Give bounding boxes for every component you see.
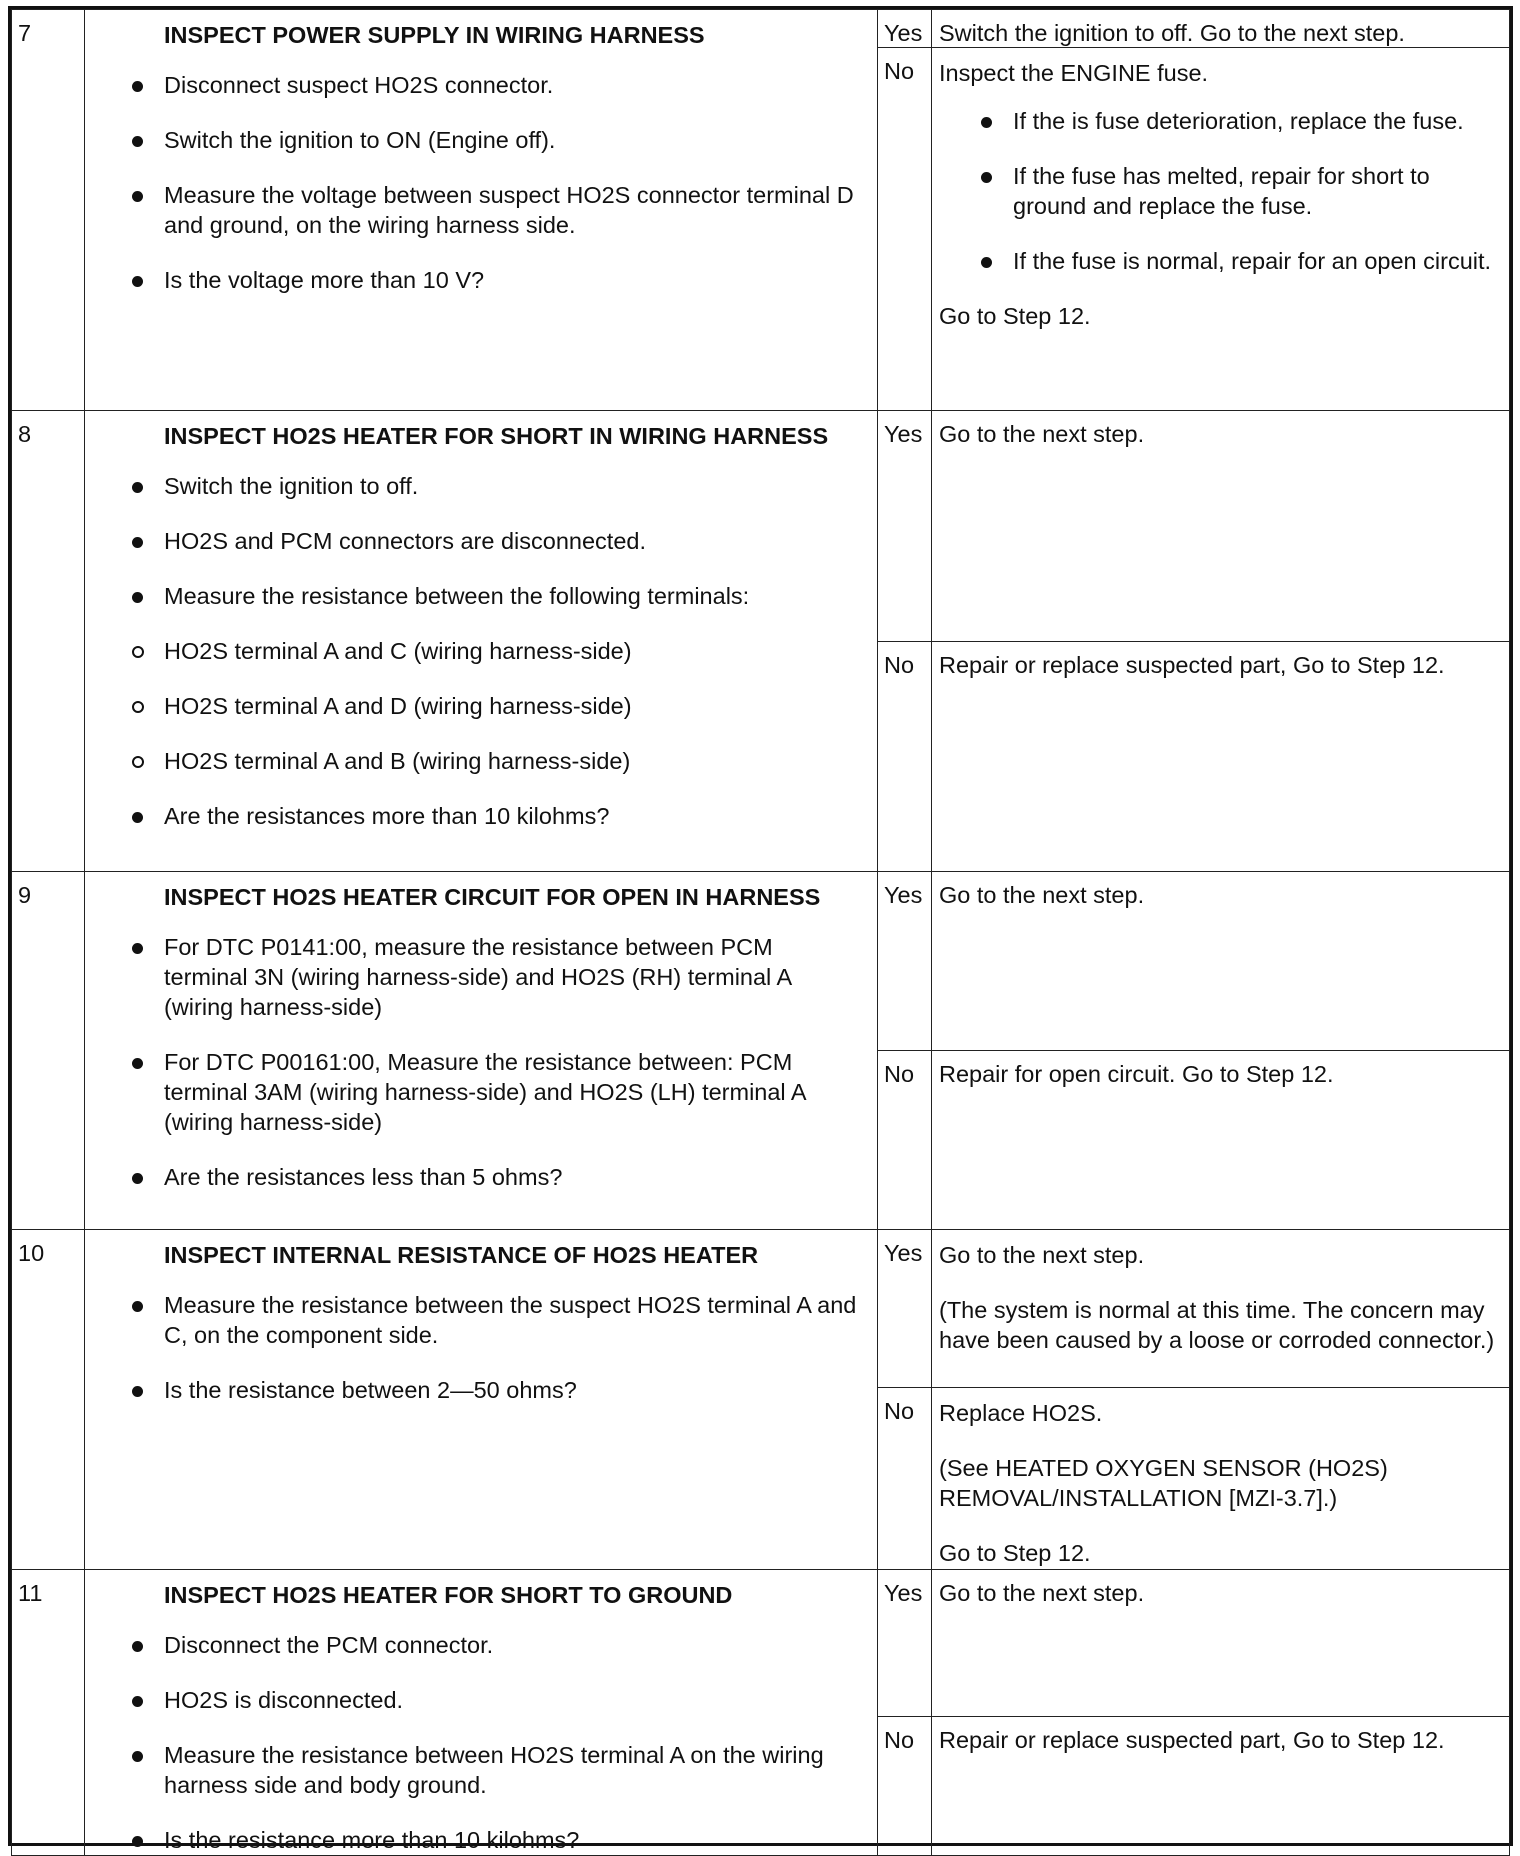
step-bullet: Switch the ignition to off. bbox=[164, 471, 857, 501]
step-title: INSPECT HO2S HEATER FOR SHORT TO GROUND bbox=[164, 1582, 733, 1608]
step-action bbox=[85, 1570, 878, 1856]
step-sub-bullet-list bbox=[90, 636, 857, 776]
no-result-outro: Go to Step 12. bbox=[939, 1540, 1091, 1566]
step-title: INSPECT HO2S HEATER FOR SHORT IN WIRING HARNESS bbox=[164, 423, 829, 449]
yes-result: Go to the next step. bbox=[932, 1570, 1510, 1717]
step-sub-bullet: HO2S terminal A and D (wiring harness-side) bbox=[164, 691, 857, 721]
step-bullet: Are the resistances more than 10 kilohms? bbox=[164, 801, 857, 831]
no-label: No bbox=[878, 1388, 932, 1570]
yes-result bbox=[932, 1230, 1510, 1388]
no-result bbox=[932, 48, 1510, 411]
step-bullet: For DTC P0141:00, measure the resistance between PCM terminal 3N (wiring harness-side) and HO2S (RH) terminal A (wiring harness-side) bbox=[164, 932, 857, 1022]
no-result: Repair or replace suspected part, Go to Step 12. bbox=[932, 1717, 1510, 1856]
step-number: 7 bbox=[12, 10, 85, 411]
step-bullet: Disconnect the PCM connector. bbox=[164, 1630, 857, 1660]
step-bullet-list bbox=[164, 70, 857, 295]
yes-result: Go to the next step. bbox=[932, 872, 1510, 1051]
step-row bbox=[12, 872, 1510, 1051]
step-row bbox=[12, 1230, 1510, 1388]
step-number: 8 bbox=[12, 411, 85, 872]
step-bullet-list bbox=[164, 471, 857, 831]
diagnostic-procedure-page bbox=[8, 6, 1513, 1853]
step-number: 10 bbox=[12, 1230, 85, 1570]
step-number: 9 bbox=[12, 872, 85, 1230]
no-result-bullet-list bbox=[939, 106, 1499, 276]
step-bullet: Is the resistance between 2—50 ohms? bbox=[164, 1375, 857, 1405]
step-bullet: HO2S and PCM connectors are disconnected. bbox=[164, 526, 857, 556]
step-row bbox=[12, 411, 1510, 642]
step-bullet-list bbox=[164, 932, 857, 1192]
yes-label: Yes bbox=[878, 1570, 932, 1717]
step-bullet-list bbox=[164, 1630, 857, 1855]
no-label: No bbox=[878, 642, 932, 872]
no-result-outro: Go to Step 12. bbox=[939, 303, 1091, 329]
step-bullet: Switch the ignition to ON (Engine off). bbox=[164, 125, 857, 155]
step-action bbox=[85, 1230, 878, 1570]
diagnostic-steps-table bbox=[11, 9, 1510, 1856]
step-action bbox=[85, 872, 878, 1230]
step-bullet: For DTC P00161:00, Measure the resistance between: PCM terminal 3AM (wiring harness-side) and HO2S (LH) terminal A (wiring harness-side) bbox=[164, 1047, 857, 1137]
no-result: Repair for open circuit. Go to Step 12. bbox=[932, 1051, 1510, 1230]
no-label: No bbox=[878, 48, 932, 411]
step-bullet-list bbox=[164, 1290, 857, 1405]
yes-label: Yes bbox=[878, 411, 932, 642]
no-result-bullet: If the fuse is normal, repair for an open circuit. bbox=[1013, 246, 1499, 276]
yes-label: Yes bbox=[878, 872, 932, 1051]
step-title: INSPECT INTERNAL RESISTANCE OF HO2S HEATER bbox=[164, 1242, 759, 1268]
no-label: No bbox=[878, 1051, 932, 1230]
step-number: 11 bbox=[12, 1570, 85, 1856]
step-title: INSPECT POWER SUPPLY IN WIRING HARNESS bbox=[164, 22, 705, 48]
step-action bbox=[85, 10, 878, 411]
yes-result: Go to the next step. bbox=[932, 411, 1510, 642]
yes-result-note: (The system is normal at this time. The concern may have been caused by a loose or corroded connector.) bbox=[939, 1297, 1495, 1353]
no-result-text: Inspect the ENGINE fuse. bbox=[939, 60, 1209, 86]
yes-result: Switch the ignition to off. Go to the next step. bbox=[932, 10, 1510, 48]
step-bullet: Measure the voltage between suspect HO2S connector terminal D and ground, on the wiring harness side. bbox=[164, 180, 857, 240]
no-label: No bbox=[878, 1717, 932, 1856]
no-result bbox=[932, 1388, 1510, 1570]
yes-label: Yes bbox=[878, 10, 932, 48]
step-row bbox=[12, 10, 1510, 48]
step-bullet-text: Measure the resistance between the following terminals: bbox=[164, 583, 750, 609]
yes-result-text: Go to the next step. bbox=[939, 1242, 1145, 1268]
step-bullet: Is the resistance more than 10 kilohms? bbox=[164, 1825, 857, 1855]
step-title: INSPECT HO2S HEATER CIRCUIT FOR OPEN IN HARNESS bbox=[164, 884, 821, 910]
step-sub-bullet: HO2S terminal A and C (wiring harness-side) bbox=[164, 636, 857, 666]
no-result-note: (See HEATED OXYGEN SENSOR (HO2S) REMOVAL/INSTALLATION [MZI-3.7].) bbox=[939, 1455, 1388, 1511]
step-bullet: Disconnect suspect HO2S connector. bbox=[164, 70, 857, 100]
step-bullet: HO2S is disconnected. bbox=[164, 1685, 857, 1715]
no-result-bullet: If the is fuse deterioration, replace the fuse. bbox=[1013, 106, 1499, 136]
step-bullet bbox=[164, 581, 857, 776]
step-sub-bullet: HO2S terminal A and B (wiring harness-side) bbox=[164, 746, 857, 776]
step-bullet: Measure the resistance between the suspect HO2S terminal A and C, on the component side. bbox=[164, 1292, 857, 1348]
yes-label: Yes bbox=[878, 1230, 932, 1388]
step-row bbox=[12, 1570, 1510, 1717]
no-result-text: Replace HO2S. bbox=[939, 1400, 1103, 1426]
step-bullet: Is the voltage more than 10 V? bbox=[164, 265, 857, 295]
no-result-bullet: If the fuse has melted, repair for short to ground and replace the fuse. bbox=[1013, 161, 1499, 221]
no-result: Repair or replace suspected part, Go to Step 12. bbox=[932, 642, 1510, 872]
step-bullet: Measure the resistance between HO2S terminal A on the wiring harness side and body ground. bbox=[164, 1740, 857, 1800]
step-bullet: Are the resistances less than 5 ohms? bbox=[164, 1162, 857, 1192]
step-action bbox=[85, 411, 878, 872]
